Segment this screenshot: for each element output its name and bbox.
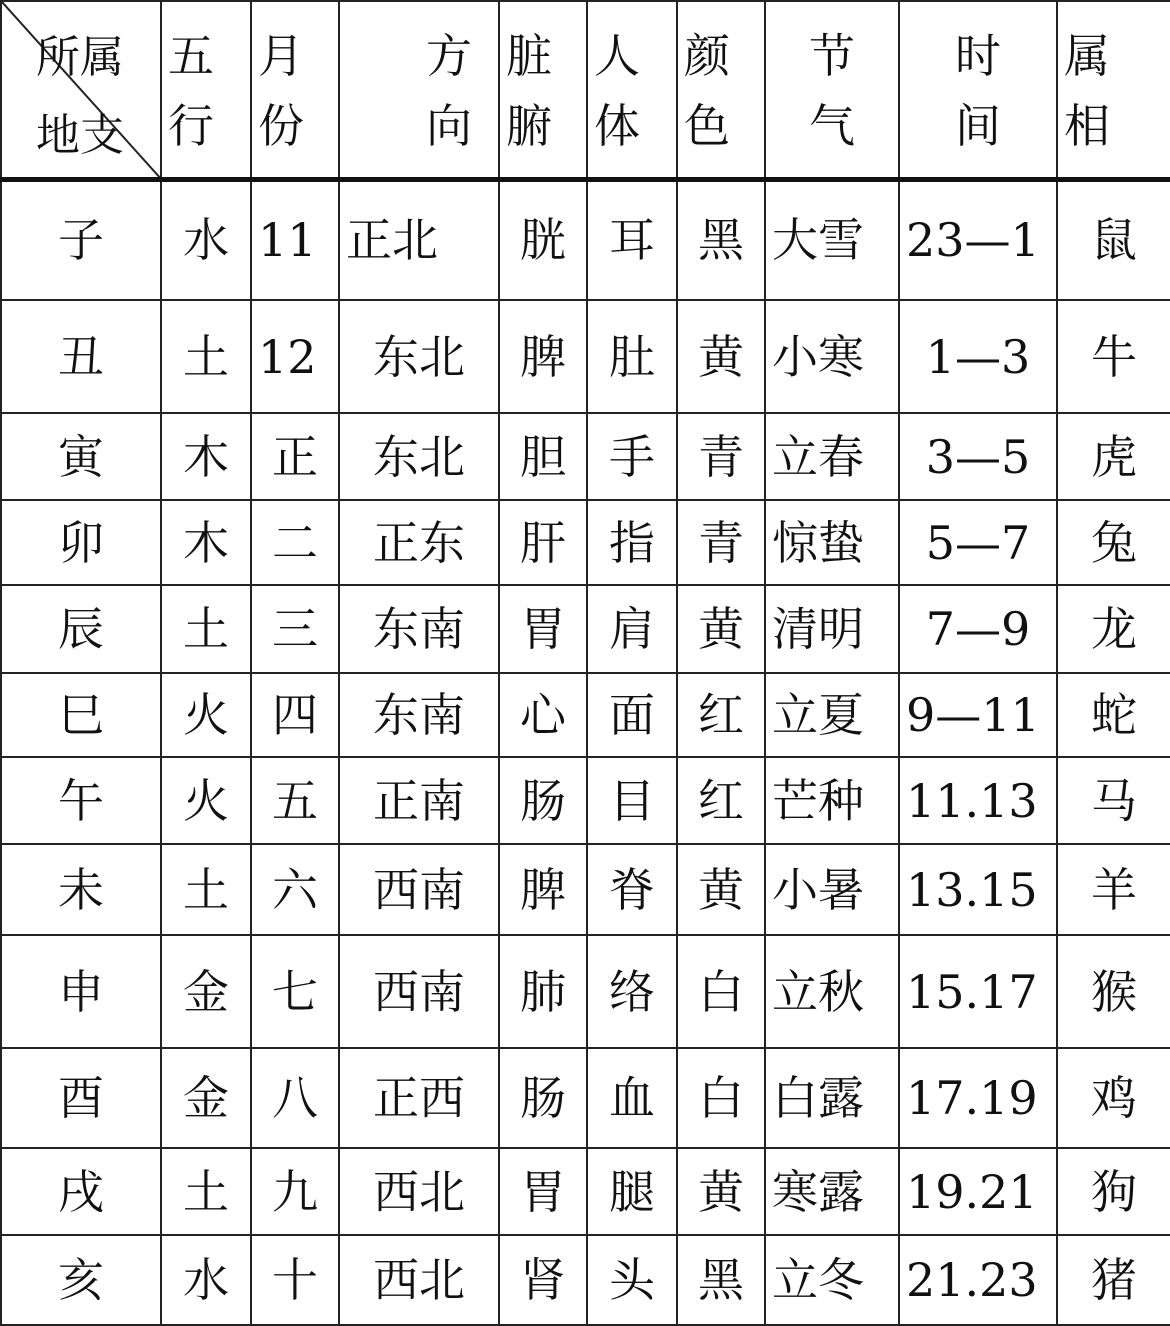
cell-direction: 正北 bbox=[339, 179, 499, 300]
cell-month: 11 bbox=[251, 179, 339, 300]
cell-wuxing: 土 bbox=[161, 300, 251, 413]
cell-time: 23—1 bbox=[899, 179, 1057, 300]
cell-color: 黑 bbox=[677, 1235, 765, 1325]
cell-zodiac: 蛇 bbox=[1057, 673, 1170, 757]
cell-organ: 胆 bbox=[499, 413, 587, 500]
cell-month: 五 bbox=[251, 757, 339, 844]
table-row bbox=[1, 413, 1170, 500]
cell-time: 15.17 bbox=[899, 935, 1057, 1048]
cell-time: 7—9 bbox=[899, 585, 1057, 673]
cell-branch: 辰 bbox=[1, 585, 161, 673]
cell-wuxing: 金 bbox=[161, 935, 251, 1048]
cell-time: 1—3 bbox=[899, 300, 1057, 413]
cell-month: 二 bbox=[251, 500, 339, 585]
cell-zodiac: 马 bbox=[1057, 757, 1170, 844]
cell-direction: 东北 bbox=[339, 300, 499, 413]
table-row bbox=[1, 585, 1170, 673]
cell-time: 17.19 bbox=[899, 1048, 1057, 1148]
cell-wuxing: 水 bbox=[161, 179, 251, 300]
cell-zodiac: 龙 bbox=[1057, 585, 1170, 673]
corner-label-top: 所属 bbox=[36, 32, 124, 83]
cell-wuxing: 木 bbox=[161, 500, 251, 585]
cell-body: 耳 bbox=[587, 179, 677, 300]
cell-time: 19.21 bbox=[899, 1148, 1057, 1235]
cell-body: 头 bbox=[587, 1235, 677, 1325]
cell-color: 黄 bbox=[677, 585, 765, 673]
table-row bbox=[1, 1235, 1170, 1325]
cell-body: 肩 bbox=[587, 585, 677, 673]
cell-organ: 肠 bbox=[499, 1048, 587, 1148]
cell-color: 青 bbox=[677, 500, 765, 585]
cell-branch: 丑 bbox=[1, 300, 161, 413]
cell-solar-term: 立春 bbox=[765, 413, 899, 500]
cell-organ: 肝 bbox=[499, 500, 587, 585]
cell-direction: 东南 bbox=[339, 585, 499, 673]
cell-month: 四 bbox=[251, 673, 339, 757]
cell-color: 黄 bbox=[677, 844, 765, 935]
table-row bbox=[1, 844, 1170, 935]
cell-color: 白 bbox=[677, 935, 765, 1048]
table-row bbox=[1, 757, 1170, 844]
cell-time: 3—5 bbox=[899, 413, 1057, 500]
corner-header-cell bbox=[1, 1, 161, 179]
cell-zodiac: 虎 bbox=[1057, 413, 1170, 500]
cell-organ: 脾 bbox=[499, 300, 587, 413]
table-row bbox=[1, 1148, 1170, 1235]
cell-direction: 西南 bbox=[339, 935, 499, 1048]
cell-body: 面 bbox=[587, 673, 677, 757]
cell-body: 腿 bbox=[587, 1148, 677, 1235]
cell-branch: 亥 bbox=[1, 1235, 161, 1325]
cell-direction: 东北 bbox=[339, 413, 499, 500]
cell-zodiac: 鼠 bbox=[1057, 179, 1170, 300]
cell-month: 九 bbox=[251, 1148, 339, 1235]
cell-wuxing: 火 bbox=[161, 757, 251, 844]
corner-label-bottom: 地支 bbox=[36, 110, 124, 161]
cell-zodiac: 猴 bbox=[1057, 935, 1170, 1048]
cell-branch: 卯 bbox=[1, 500, 161, 585]
cell-direction: 正西 bbox=[339, 1048, 499, 1148]
cell-color: 红 bbox=[677, 673, 765, 757]
cell-time: 5—7 bbox=[899, 500, 1057, 585]
cell-zodiac: 羊 bbox=[1057, 844, 1170, 935]
cell-direction: 正南 bbox=[339, 757, 499, 844]
cell-color: 红 bbox=[677, 757, 765, 844]
cell-wuxing: 水 bbox=[161, 1235, 251, 1325]
cell-month: 十 bbox=[251, 1235, 339, 1325]
cell-organ: 肠 bbox=[499, 757, 587, 844]
cell-time: 11.13 bbox=[899, 757, 1057, 844]
cell-direction: 西南 bbox=[339, 844, 499, 935]
cell-direction: 正东 bbox=[339, 500, 499, 585]
table-row bbox=[1, 935, 1170, 1048]
header-cell-solar-term: 节 气 bbox=[765, 1, 899, 179]
header-cell-time: 时 间 bbox=[899, 1, 1057, 179]
cell-solar-term: 小暑 bbox=[765, 844, 899, 935]
header-cell-body: 人 体 bbox=[587, 1, 677, 179]
cell-color: 黄 bbox=[677, 300, 765, 413]
cell-organ: 肾 bbox=[499, 1235, 587, 1325]
cell-solar-term: 立冬 bbox=[765, 1235, 899, 1325]
cell-month: 三 bbox=[251, 585, 339, 673]
table-row bbox=[1, 179, 1170, 300]
cell-month: 12 bbox=[251, 300, 339, 413]
cell-solar-term: 大雪 bbox=[765, 179, 899, 300]
cell-time: 9—11 bbox=[899, 673, 1057, 757]
cell-direction: 西北 bbox=[339, 1235, 499, 1325]
cell-organ: 肺 bbox=[499, 935, 587, 1048]
cell-body: 络 bbox=[587, 935, 677, 1048]
header-cell-direction: 方 向 bbox=[339, 1, 499, 179]
cell-branch: 酉 bbox=[1, 1048, 161, 1148]
cell-direction: 西北 bbox=[339, 1148, 499, 1235]
cell-color: 青 bbox=[677, 413, 765, 500]
cell-branch: 午 bbox=[1, 757, 161, 844]
cell-zodiac: 兔 bbox=[1057, 500, 1170, 585]
cell-direction: 东南 bbox=[339, 673, 499, 757]
header-cell-wuxing: 五 行 bbox=[161, 1, 251, 179]
cell-solar-term: 立秋 bbox=[765, 935, 899, 1048]
table-row bbox=[1, 300, 1170, 413]
cell-branch: 戌 bbox=[1, 1148, 161, 1235]
cell-zodiac: 牛 bbox=[1057, 300, 1170, 413]
cell-color: 黑 bbox=[677, 179, 765, 300]
header-cell-month: 月 份 bbox=[251, 1, 339, 179]
cell-wuxing: 金 bbox=[161, 1048, 251, 1148]
cell-organ: 胃 bbox=[499, 585, 587, 673]
cell-solar-term: 白露 bbox=[765, 1048, 899, 1148]
table-row bbox=[1, 500, 1170, 585]
cell-branch: 寅 bbox=[1, 413, 161, 500]
cell-color: 黄 bbox=[677, 1148, 765, 1235]
cell-solar-term: 惊蛰 bbox=[765, 500, 899, 585]
cell-organ: 心 bbox=[499, 673, 587, 757]
cell-body: 指 bbox=[587, 500, 677, 585]
header-cell-organ: 脏 腑 bbox=[499, 1, 587, 179]
cell-wuxing: 木 bbox=[161, 413, 251, 500]
cell-branch: 未 bbox=[1, 844, 161, 935]
cell-solar-term: 小寒 bbox=[765, 300, 899, 413]
cell-wuxing: 火 bbox=[161, 673, 251, 757]
cell-body: 脊 bbox=[587, 844, 677, 935]
header-row bbox=[1, 1, 1170, 179]
cell-month: 正 bbox=[251, 413, 339, 500]
cell-zodiac: 猪 bbox=[1057, 1235, 1170, 1325]
cell-solar-term: 芒种 bbox=[765, 757, 899, 844]
cell-wuxing: 土 bbox=[161, 844, 251, 935]
cell-zodiac: 鸡 bbox=[1057, 1048, 1170, 1148]
cell-organ: 脾 bbox=[499, 844, 587, 935]
cell-body: 血 bbox=[587, 1048, 677, 1148]
cell-organ: 胱 bbox=[499, 179, 587, 300]
cell-month: 八 bbox=[251, 1048, 339, 1148]
cell-body: 目 bbox=[587, 757, 677, 844]
table-row bbox=[1, 673, 1170, 757]
cell-body: 手 bbox=[587, 413, 677, 500]
cell-month: 七 bbox=[251, 935, 339, 1048]
cell-branch: 子 bbox=[1, 179, 161, 300]
cell-branch: 申 bbox=[1, 935, 161, 1048]
header-cell-zodiac: 属 相 bbox=[1057, 1, 1170, 179]
table-row bbox=[1, 1048, 1170, 1148]
cell-zodiac: 狗 bbox=[1057, 1148, 1170, 1235]
cell-wuxing: 土 bbox=[161, 585, 251, 673]
cell-solar-term: 寒露 bbox=[765, 1148, 899, 1235]
cell-month: 六 bbox=[251, 844, 339, 935]
cell-organ: 胃 bbox=[499, 1148, 587, 1235]
cell-time: 21.23 bbox=[899, 1235, 1057, 1325]
header-cell-color: 颜 色 bbox=[677, 1, 765, 179]
cell-branch: 巳 bbox=[1, 673, 161, 757]
cell-solar-term: 立夏 bbox=[765, 673, 899, 757]
cell-wuxing: 土 bbox=[161, 1148, 251, 1235]
cell-solar-term: 清明 bbox=[765, 585, 899, 673]
cell-body: 肚 bbox=[587, 300, 677, 413]
cell-color: 白 bbox=[677, 1048, 765, 1148]
cell-time: 13.15 bbox=[899, 844, 1057, 935]
